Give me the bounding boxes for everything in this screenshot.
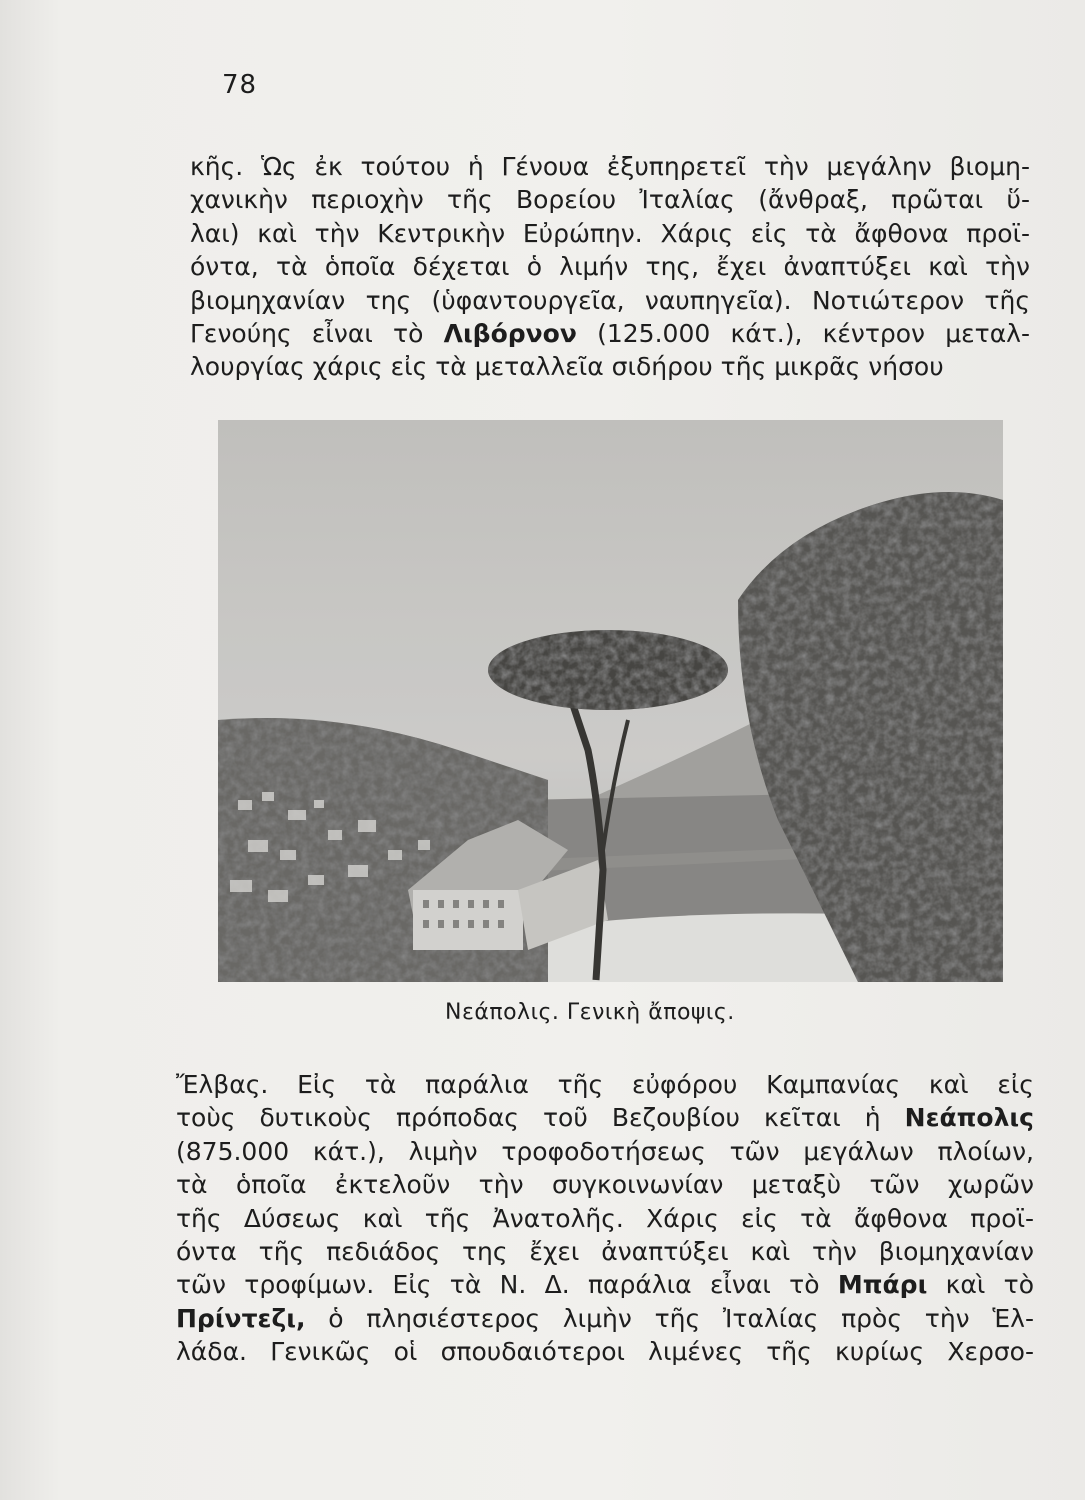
text-line: [176, 1101, 1034, 1134]
naples-landscape-image: [218, 420, 1003, 982]
text-segment: ὁ πλησιέστερος λιμὴν τῆς Ἰταλίας πρὸς τὴν Ἑλ-: [305, 1303, 1034, 1333]
text-line: [176, 1135, 1034, 1168]
text-line: [176, 1235, 1034, 1268]
text-line: [176, 1302, 1034, 1335]
text-segment: τὰ ὁποῖα ἐκτελοῦν τὴν συγκοινωνίαν μεταξὺ τῶν χωρῶν: [176, 1170, 1034, 1200]
text-segment: (125.000 κάτ.), κέντρον μεταλ-: [576, 318, 1030, 348]
text-line: [176, 1168, 1034, 1201]
text-segment: όντα τῆς πεδιάδος της ἔχει ἀναπτύξει καὶ τὴν βιομηχανίαν: [176, 1236, 1034, 1266]
text-segment: Γενούης εἶναι τὸ: [190, 318, 444, 348]
text-line: [176, 1335, 1034, 1368]
text-line: [176, 1202, 1034, 1235]
text-line: [190, 150, 1030, 183]
text-segment: βιομηχανίαν της (ὑφαντουργεῖα, ναυπηγεῖα). Νοτιώτερον τῆς: [190, 285, 1030, 315]
text-line: [190, 217, 1030, 250]
bold-place-name: Νεάπολις: [904, 1103, 1034, 1133]
paragraph-naples-bari: [176, 1068, 1034, 1369]
text-segment: καὶ τὸ: [927, 1270, 1034, 1300]
text-line: [176, 1268, 1034, 1301]
text-segment: (875.000 κάτ.), λιμὴν τροφοδοτήσεως τῶν μεγάλων πλοίων,: [176, 1136, 1034, 1166]
text-line: [190, 250, 1030, 283]
bold-place-name: Λιβόρνον: [443, 318, 577, 348]
figure-caption: Νεάπολις. Γενικὴ ἄποψις.: [445, 1000, 735, 1025]
text-segment: λουργίας χάρις εἰς τὰ μεταλλεῖα σιδήρου τῆς μικρᾶς νήσου: [190, 352, 944, 382]
text-line: [190, 183, 1030, 216]
text-line: [176, 1068, 1034, 1101]
paragraph-genoa-livorno: [190, 150, 1030, 384]
bold-place-name: Μπάρι: [837, 1270, 928, 1300]
text-line: [190, 350, 1030, 383]
text-line: [190, 284, 1030, 317]
bold-place-name: Πρίντεζι,: [176, 1303, 306, 1333]
text-segment: τῶν τροφίμων. Εἰς τὰ Ν. Δ. παράλια εἶναι τὸ: [176, 1270, 838, 1300]
text-line: [190, 317, 1030, 350]
text-segment: τῆς Δύσεως καὶ τῆς Ἀνατολῆς. Χάρις εἰς τὰ ἄφθονα προϊ-: [176, 1203, 1034, 1233]
text-segment: τοὺς δυτικοὺς πρόποδας τοῦ Βεζουβίου κεῖται ἡ: [176, 1103, 905, 1133]
page-number: 78: [222, 70, 258, 100]
text-segment: όντα, τὰ ὁποῖα δέχεται ὁ λιμήν της, ἔχει ἀναπτύξει καὶ τὴν: [190, 252, 1030, 282]
text-segment: λάδα. Γενικῶς οἱ σπουδαιότεροι λιμένες τῆς κυρίως Χερσο-: [176, 1337, 1034, 1367]
text-segment: Ἔλβας. Εἰς τὰ παράλια τῆς εὐφόρου Καμπανίας καὶ εἰς: [176, 1070, 1034, 1099]
text-segment: λαι) καὶ τὴν Κεντρικὴν Εὐρώπην. Χάρις εἰς τὰ ἄφθονα προϊ-: [190, 218, 1030, 248]
text-segment: χανικὴν περιοχὴν τῆς Βορείου Ἰταλίας (ἄνθραξ, πρῶται ὕ-: [190, 185, 1030, 215]
naples-photograph: [218, 420, 1003, 982]
text-segment: κῆς. Ὡς ἐκ τούτου ἡ Γένουα ἐξυπηρετεῖ τὴν μεγάλην βιομη-: [190, 152, 1030, 181]
